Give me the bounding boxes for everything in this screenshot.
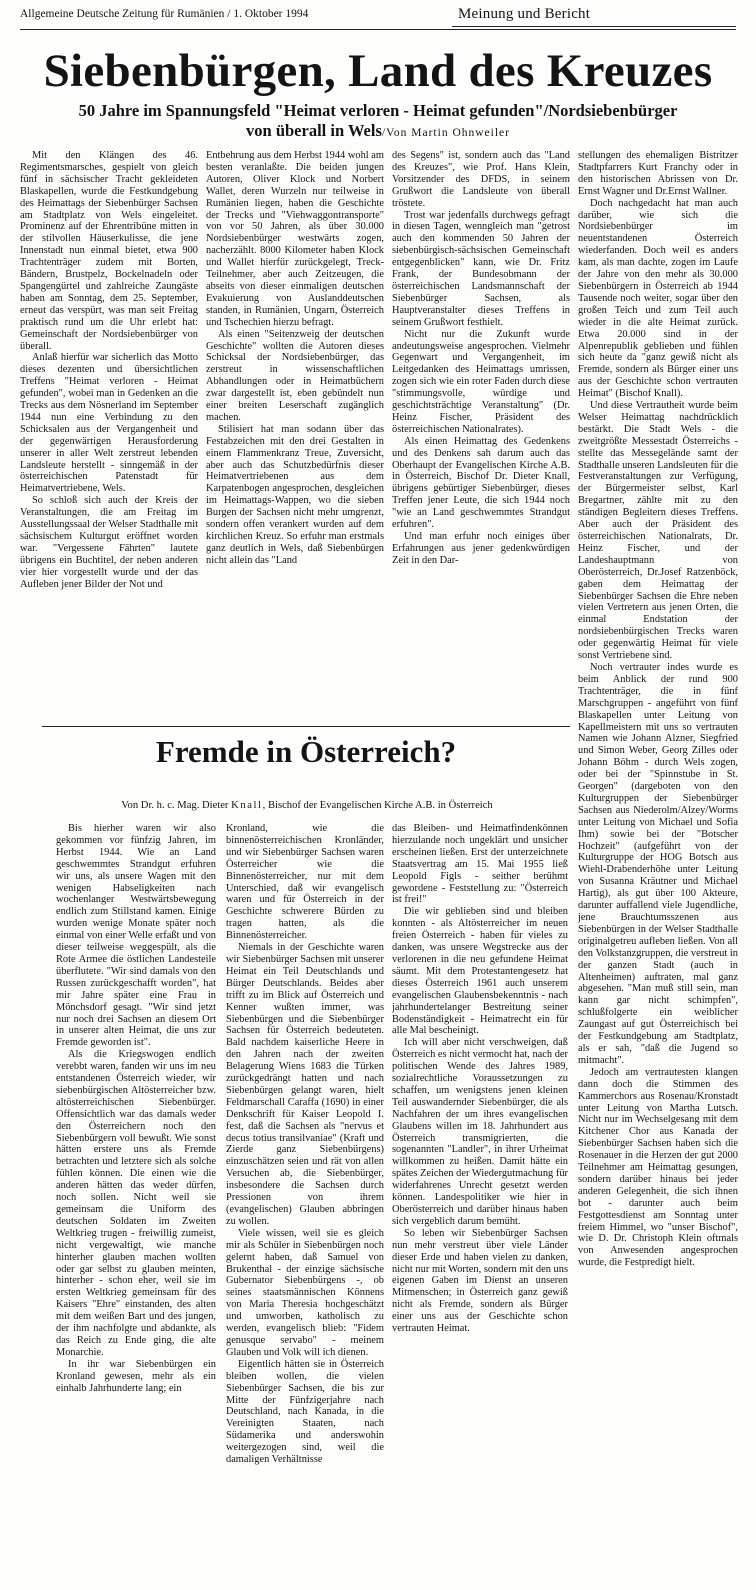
paragraph: So schloß sich auch der Kreis der Veranstaltungen, die am Freitag im Ausstellungssaal der Welser Stadthalle mit sächsischem Kulturgut eröffnet worden war. "Vergessene Fährten" lautete übrigens ein Buchtitel, der neben anderen vier hier vorgestellt wurde und der das Aufleben jener Bilder der Not und	[20, 495, 198, 590]
paragraph: Und man erfuhr noch einiges über Erfahrungen aus jener gedenkwürdigen Zeit in den Dar-	[392, 531, 570, 566]
paragraph: stellungen des ehemaligen Bistritzer Stadtpfarrers Kurt Franchy oder in den historischen Abrissen von Dr. Ernst Wagner und Dr.Ernst Wallner.	[578, 150, 738, 197]
paragraph: Mit den Klängen des 46. Regimentsmarsches, gespielt von gleich fünf in sächsischer Tracht gekleideten Blaskapellen, wurde die Festkundgebung des Heimattags der Siebenbürger Sachsen am Stadtplatz von Wels eingeleitet. Prominenz auf der Ehrentribüne mitten in der stilvollen Häuserkulisse, die jene Innenstadt nun einmal bietet, etwa 900 Trachtenträger zudem mit Borten, Bändern, Brustpelz, Bockelnadeln oder Spangengürtel und zahlreiche Zaungäste haben am Sonntag, dem 25. September, erneut das verspürt, was man seit Freitag praktisch rund um die Uhr erlebt hat: Gemeinschaft der Nordsiebenbürger von überall.	[20, 150, 198, 352]
article-column-4	[578, 150, 738, 1545]
paragraph: Nicht nur die Zukunft wurde andeutungsweise angesprochen. Vielmehr Gegenwart und Vergangenheit, im Leitgedanken des Heimattags umrissen, zogen sich wie ein roter Faden durch diese "stimmungsvolle, würdige und geschichtsträchtige Veranstaltung" (Dr. Heinz Fischer, Präsident des österreichischen Nationalrates).	[392, 328, 570, 435]
article-title: Siebenbürgen, Land des Kreuzes	[43, 45, 713, 97]
paragraph: Stilisiert hat man sodann über das Festabzeichen mit den drei Gestalten in einem Flammenkranz Treue, Zuversicht, aber auch das Schutzbedürfnis dieser Heimatvertriebenen aus dem Karpatenbogen angesprochen, desgleichen im Heimattags-Wappen, wo die sieben Burgen der Sachsen nicht mehr umgrenzt, sondern offen verankert wurden auf dem kirchlichen Kreuz. So erfuhr man erstmals ganz deutlich in Wels, daß Siebenbürgen nicht allein das "Land	[206, 423, 384, 566]
paragraph: Und diese Vertrautheit wurde beim Welser Heimattag nachdrücklich bestärkt. Die Stadt Wels - die zweitgrößte Messestadt Österreichs - stellte das Messegelände samt der Stadthalle unseren Landsleuten für die Festveranstaltungen zur Verfügung, der Bürgermeister selbst, Karl Bregartner, zählte mit zu den ständigen Begleitern dieses Treffens. Aber auch der Präsident des österreichischen Nationalrats, Dr. Heinz Fischer, und der Landeshauptmann von Oberösterreich, Dr.Josef Ratzenböck, gaben dem Heimattag der Siebenbürger Sachsen die Ehre neben vielen Vertretern aus jenen Orten, die einmal Endstation der nordsiebenbürgischen Trecks waren oder gegenwärtig Heimat für viele sonst Vertriebene sind.	[578, 400, 738, 662]
box-byline-lead: Von Dr. h. c. Mag. Dieter	[121, 800, 232, 811]
box-byline-tail: , Bischof der Evangelischen Kirche A.B. in Österreich	[262, 800, 493, 811]
paragraph: Trost war jedenfalls durchwegs gefragt in diesen Tagen, wenngleich man "getrost auch den kommenden 50 Jahren der siebenbürgisch-sächsischen Gemeinschaft entgegenblicken" kann, wie Dr. Fritz Frank, der Bundesobmann der österreichischen Landsmannschaft der Siebenbürger Sachsen, als Hauptveranstalter dieses Treffens in seinem Grußwort festhielt.	[392, 209, 570, 328]
paragraph: Als die Kriegswogen endlich verebbt waren, fanden wir uns im neu entstandenen Österreich wieder, wir siebenbürgischen Altösterreicher bzw. altösterreichischen Siebenbürger. Offensichtlich war das damals weder den Österreichern noch den Siebenbürgern voll bewußt. Wie sonst hätten erstere uns als Fremde betrachten und letztere sich als solche fühlen können. Die einen wie die anderen hätten das weder dürfen, noch sollen. Nicht weil sie gemeinsam die Uniform des deutschen Soldaten im Zweiten Weltkrieg trugen - freiwillig zumeist, nicht vergewaltigt, wie manche hinterher glauben machen wollten oder gar selbst zu glauben meinten, hinterher - schon eher, weil sie im ersten Weltkrieg gemeinsam für des Kaisers "Ehre" einstanden, des alten mit dem weißen Bart und des jungen, der ihm nachfolgte und abdankte, als das Reich zu Ende ging, die alte Monarchie.	[56, 1049, 216, 1358]
paragraph: Doch nachgedacht hat man auch darüber, wie sich die Nordsiebenbürger im neuentstandenen Österreich wiederfanden. Doch weil es anders kam, als man dachte, zogen im Laufe der Jahre von den mehr als 30.000 Siebenbürgern in Österreich ab 1944 Tausende noch weiter, sogar über den großen Teich und zum Teil auch wieder in die alte Heimat zurück. Etwa 20.000 sind in der Alpenrepublik geblieben und fühlen sich heute da "ganz gewiß nicht als Fremde, sondern als Bürger einer uns aus der Geschichte schon vertrauten Heimat" (Bischof Knall).	[578, 197, 738, 400]
paragraph: Jedoch am vertrautesten klangen dann doch die Stimmen des Kammerchors aus Rosenau/Kronstadt unter Leitung von Martha Lutsch. Nicht nur im Wechselgesang mit dem Kitchener Chor aus Kanada der Siebenbürger Sachsen haben sich die Rosenauer in die Herzen der gut 2000 Teilnehmer am Heimattag gesungen, sondern darüber hinaus bei jeder anderen Gelegenheit, die sich ihnen bot - darunter auch beim Festgottesdienst am Sonntag unter freiem Himmel, wo "unser Bischof", wie D. Dr. Christoph Klein oftmals von Anwesenden angesprochen wurde, die Festpredigt hielt.	[578, 1066, 738, 1269]
sidebar-box-rule	[42, 726, 570, 727]
paragraph: Eigentlich hätten sie in Österreich bleiben wollen, die vielen Siebenbürger Sachsen, die bis zur Mitte der Fünfzigerjahre nach Deutschland, nach Kanada, in die Vereinigten Staaten, nach Südamerika und anderswohin weitergezogen sind, weil die damaligen Verhältnisse	[226, 1358, 384, 1466]
paragraph: In ihr war Siebenbürgen ein Kronland gewesen, mehr als ein einhalb Jahrhunderte lang; ein	[56, 1358, 216, 1394]
article-subtitle-cont: von überall in Wels	[246, 121, 382, 140]
box-column-3	[392, 823, 568, 1543]
article-subtitle-line2	[0, 121, 756, 143]
header-rule	[20, 29, 736, 30]
box-column-1	[56, 823, 216, 1543]
paragraph: Als einen Heimattag des Gedenkens und des Denkens sah darum auch das Oberhaupt der Evangelischen Kirche A.B. in Österreich, Bischof Dr. Dieter Knall, übrigens gebürtiger Siebenbürger, dieses Treffen jener Leute, die sich 1944 noch "wie an Land geschwemmtes Strandgut erfuhren".	[392, 435, 570, 531]
paragraph: des Segens" ist, sondern auch das "Land des Kreuzes", wie Prof. Hans Klein, Vorsitzender des DFDS, in seinem Grußwort die Landsleute von überall tröstete.	[392, 150, 570, 209]
paragraph: Als einen "Seitenzweig der deutschen Geschichte" wollten die Autoren dieses Schicksal der Nordsiebenbürger, das zerstreut in wissenschaftlichen Abhandlungen oder in Heimatbüchern zwar dargestellt ist, eben gebündelt nun einer breiten Leserschaft zugänglich machen.	[206, 328, 384, 423]
box-column-2	[226, 823, 384, 1543]
masthead: Allgemeine Deutsche Zeitung für Rumänien / 1. Oktober 1994	[20, 8, 309, 20]
paragraph: Die wir geblieben sind und bleiben konnten - als Altösterreicher im neuen freien Österreich - haben für vieles zu danken, was unsere Wegstrecke aus der verlorenen in die neu gefundene Heimat säumt. Mit dem Protestantengesetz hat dieses Österreich 1961 auch unserem evangelischen Glaubensbekenntnis - nach jahrhundertelanger Bestreitung seiner Bodenständigkeit - Heimatrecht ein für alle Mal bescheinigt.	[392, 906, 568, 1037]
article-subtitle: 50 Jahre im Spannungsfeld "Heimat verloren - Heimat gefunden"/Nordsiebenbürger	[78, 101, 678, 120]
paragraph: Noch vertrauter indes wurde es beim Anblick der rund 900 Trachtenträger, die in fünf Marschgruppen - angeführt von fünf Blaskapellen unter Leitung von Kapellmeistern mit uns so vertrauten Namen wie Johann Alzner, Siegfried und Simon Weber, Georg Zilles oder Johann Böhm - durch Wels zogen, oder bei der "Spinnstube in St. Georgen" (dargeboten von den Kulturgruppen der Siebenbürger Sachsen aus Niederolm/Alzey/Worms unter Leitung von Michael und Sofia Ihm) sowie bei der "Botscher Hochzeit" (aufgeführt von der Kulturgruppe der HOG Botsch aus Wiehl-Drabenderhöhe unter Leitung von Susanna Kräutner und Michael Hartig), als gut über 100 Akteure, darunter auffallend viele Jugendliche, jene Brauchtumsszenen aus Siebenbürgen in der Welser Stadthalle originalgetreu aufleben ließen. Von all den Volkstanzgruppen, die verstreut in der ganzen Stadt (auch in Altenheimen) auftraten, mal ganz abgesehen. "Man muß still sein, man kann gar nicht schimpfen", schlußfolgerte ein weiblicher Zaungast auf gut Österreichisch bei der Festkundgebung am Stadtplatz, als er sah, "daß die Jugend so mitmacht".	[578, 661, 738, 1066]
article-column-3	[392, 150, 570, 715]
header-rule-upper	[452, 26, 736, 27]
paragraph: Viele wissen, weil sie es gleich mir als Schüler in Siebenbürgen noch gelernt haben, daß Samuel von Brukenthal - der einzige sächsische Gubernator Siebenbürgens -, ob seines staatsmännischen Könnens von Maria Theresia hochgeschätzt und umworben, katholisch zu werden, evangelisch blieb: "Fidem genusque servabo" - meinem Glauben und Volk will ich dienen.	[226, 1227, 384, 1358]
paragraph: Bis hierher waren wir also gekommen vor fünfzig Jahren, im Herbst 1944. Wie an Land geschwemmtes Strandgut erfuhren wir uns, als unsere Wagen mit den wenigen Habseligkeiten nach wochenlanger Westwärtsbewegung endlich zum Stillstand kamen. Einige wurden wenige Monate später noch einmal von einer Welle erfaßt und von dieser teilweise weggespült, als die Rote Armee die östlichen Landesteile überflutete. "Wir sind damals von den Russen zurückgeschafft worden", hat mir Jahre später eine Frau in Mönchsdorf gesagt. "Wir sind jetzt nur noch drei Sachsen an diesem Ort in unserer alten Heimat, die uns zur Fremde geworden ist".	[56, 823, 216, 1049]
article-byline: /Von Martin Ohnweiler	[381, 127, 510, 139]
section-label: Meinung und Bericht	[458, 6, 591, 22]
article-column-1	[20, 150, 198, 715]
paragraph: Kronland, wie die binnenösterreichischen Kronländer, und wir Siebenbürger Sachsen waren Österreicher wie die Binnenösterreicher, nur mit dem Unterschied, daß wir evangelisch waren und für Österreich in der Geschichte schwerere Bürden zu tragen hatten, als die Binnenösterreicher.	[226, 823, 384, 942]
article-column-2	[206, 150, 384, 715]
box-byline	[52, 800, 562, 812]
paragraph: Ich will aber nicht verschweigen, daß Österreich es nicht vermocht hat, nach der politischen Wende des Jahres 1989, sozialrechtliche Voraussetzungen zu schaffen, um wenigstens jenen kleinen Teil auswandernder Siebenbürger, die als Nachfahren der um ihres evangelischen Glaubens willen im 18. Jahrhundert aus Österreich transmigrierten, die sogenannten "Landler", in ihrer Urheimat willkommen zu heißen. Damit hätte ein spätes Zeichen der Wiedergutmachung für widerfahrenes Unrecht gesetzt werden können. Landespolitiker wie hier in Oberösterreich und darüber hinaus haben sich vergeblich darum bemüht.	[392, 1037, 568, 1227]
paragraph: Entbehrung aus dem Herbst 1944 wohl am besten veranlaßte. Die beiden jungen Autoren, Oliver Klock und Norbert Wallet, deren Wurzeln nur teilweise in Rumänien liegen, haben die Geschichte der Trecks und "Viehwaggontransporte" von vor 50 Jahren, als über 30.000 Nordsiebenbürger westwärts zogen, nacherzählt. 8000 Kilometer haben Klock und Wallet hierfür zurückgelegt, Treck-Teilnehmer, aber auch Zeitzeugen, die abseits von dieser einmaligen deutschen Evakuierung von Auslanddeutschen standen, in Rumänien, Ungarn, Österreich und Tschechien hierzu befragt.	[206, 150, 384, 328]
paragraph: Anlaß hierfür war sicherlich das Motto dieses dezenten und übersichtlichen Treffens "Heimat verloren - Heimat gefunden", wobei man in Gedenken an die Trecks aus dem Nösnerland im September 1944 nun eine Verbindung zu den Schicksalen aus der Vergangenheit und der gegenwärtigen Herausforderung unserer in aller Welt zerstreut lebenden Landsleute herstellt - sinngemäß in der österreichischen Patenstadt für Heimatvertriebene, Wels.	[20, 352, 198, 495]
box-byline-name: Knall	[231, 800, 263, 811]
paragraph: das Bleiben- und Heimatfindenkönnen hierzulande noch ungeklärt und unsicher erscheinen ließen. Erst der unterzeichnete Staatsvertrag am 15. Mai 1955 ließ Leopold Figls - seither berühmt gewordene - Feststellung zu: "Österreich ist frei!"	[392, 823, 568, 906]
paragraph: Niemals in der Geschichte waren wir Siebenbürger Sachsen mit unserer Heimat ein Teil Deutschlands und Bürger Deutschlands. Beides aber trifft zu im Blick auf Österreich und Kenner wußten immer, was Siebenbürgen und die Siebenbürger Sachsen für Österreich bedeuteten. Bald nachdem kaiserliche Heere in den Jahren nach der zweiten Belagerung Wiens 1683 die Türken zurückgedrängt hatten und nach Siebenbürgen gelangt waren, hielt Feldmarschall Caraffa (1690) in einer Denkschrift für Kaiser Leopold I. fest, daß die Sachsen als "nervus et decus totius transilvaniae" (Kraft und Zierde ganz Siebenbürgens) einzuschätzen seien und rät von allen Versuchen ab, die Siebenbürger, insbesondere die Sachsen durch Pressionen von ihrem (evangelischen) Glauben abbringen zu wollen.	[226, 942, 384, 1227]
box-title: Fremde in Österreich?	[155, 734, 457, 769]
paragraph: So leben wir Siebenbürger Sachsen nun mehr verstreut über viele Länder dieser Erde und haben vielen zu danken, nicht nur mit Worten, sondern mit den uns eigenen Gaben im Dienst an unseren Mitmenschen; in Österreich ganz gewiß nicht als Fremde, sondern als Bürger einer uns aus der Geschichte schon vertrauten Heimat.	[392, 1227, 568, 1335]
